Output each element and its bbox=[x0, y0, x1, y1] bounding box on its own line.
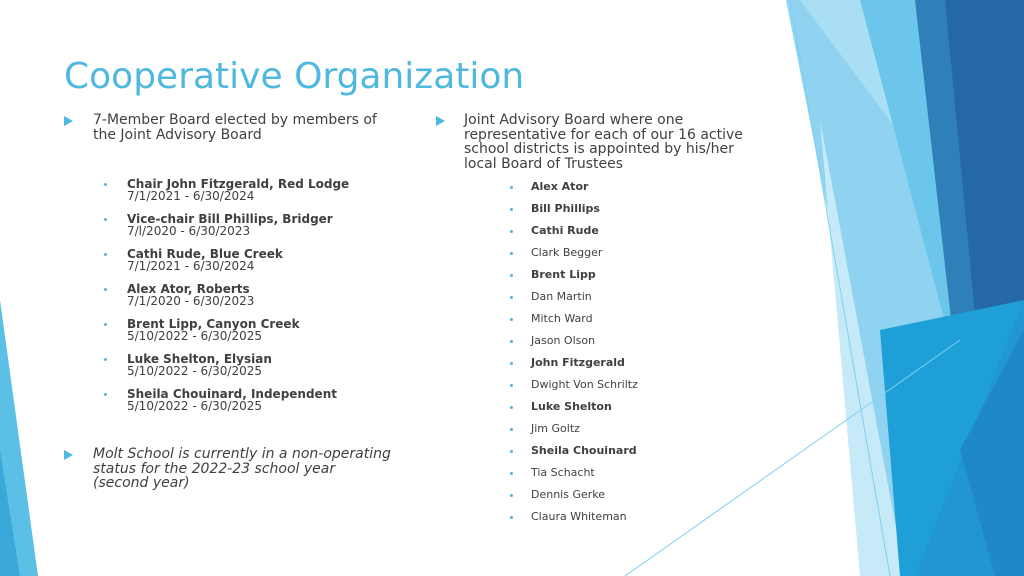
bullet-dot-icon bbox=[510, 384, 513, 387]
bullet-dot-icon bbox=[510, 516, 513, 519]
list-item: Luke Shelton, Elysian 5/10/2022 - 6/30/2025 bbox=[127, 352, 272, 378]
list-item: Clark Begger bbox=[531, 247, 638, 269]
list-item: Jim Goltz bbox=[531, 423, 638, 445]
arrow-bullet-icon bbox=[64, 116, 73, 126]
list-item: Sheila Chouinard, Independent 5/10/2022 - 6/30/2025 bbox=[127, 387, 337, 413]
arrow-bullet-icon bbox=[436, 116, 445, 126]
list-item: Claura Whiteman bbox=[531, 511, 638, 533]
list-item: Chair John Fitzgerald, Red Lodge 7/1/2021 - 6/30/2024 bbox=[127, 177, 350, 203]
list-item: Brent Lipp, Canyon Creek 5/10/2022 - 6/30/2025 bbox=[127, 317, 300, 343]
bullet-dot-icon bbox=[104, 253, 107, 256]
page-title: Cooperative Organization bbox=[64, 56, 525, 97]
list-item: Alex Ator, Roberts 7/1/2020 - 6/30/2023 bbox=[127, 282, 255, 308]
bullet-dot-icon bbox=[510, 318, 513, 321]
bullet-dot-icon bbox=[510, 406, 513, 409]
bullet-dot-icon bbox=[104, 183, 107, 186]
list-item: Dwight Von Schriltz bbox=[531, 379, 638, 401]
list-item: Jason Olson bbox=[531, 335, 638, 357]
list-item: Vice-chair Bill Phillips, Bridger 7/l/2020 - 6/30/2023 bbox=[127, 212, 333, 238]
bullet-dot-icon bbox=[510, 362, 513, 365]
bullet-dot-icon bbox=[510, 450, 513, 453]
list-item: Luke Shelton bbox=[531, 401, 638, 423]
bullet-dot-icon bbox=[510, 472, 513, 475]
bullet-dot-icon bbox=[104, 358, 107, 361]
bullet-dot-icon bbox=[510, 274, 513, 277]
right-intro: Joint Advisory Board where one representative for each of our 16 active school districts is appointed by his/her local Board of Trustees bbox=[464, 112, 743, 172]
list-item: Mitch Ward bbox=[531, 313, 638, 335]
bullet-dot-icon bbox=[510, 296, 513, 299]
molt-school-note: Molt School is currently in a non-operating status for the 2022-23 school year (second year) bbox=[93, 446, 391, 491]
bullet-dot-icon bbox=[104, 393, 107, 396]
list-item: Cathi Rude bbox=[531, 225, 638, 247]
list-item: John Fitzgerald bbox=[531, 357, 638, 379]
list-item: Dan Martin bbox=[531, 291, 638, 313]
bullet-dot-icon bbox=[510, 340, 513, 343]
list-item: Tia Schacht bbox=[531, 467, 638, 489]
bullet-dot-icon bbox=[104, 288, 107, 291]
bullet-dot-icon bbox=[510, 428, 513, 431]
list-item: Brent Lipp bbox=[531, 269, 638, 291]
bullet-dot-icon bbox=[510, 186, 513, 189]
list-item: Alex Ator bbox=[531, 181, 638, 203]
advisory-board-list bbox=[531, 181, 638, 533]
list-item: Cathi Rude, Blue Creek 7/1/2021 - 6/30/2024 bbox=[127, 247, 283, 273]
bullet-dot-icon bbox=[510, 208, 513, 211]
bullet-dot-icon bbox=[510, 230, 513, 233]
bullet-dot-icon bbox=[510, 252, 513, 255]
bullet-dot-icon bbox=[510, 494, 513, 497]
left-intro: 7-Member Board elected by members of the Joint Advisory Board bbox=[93, 112, 377, 143]
list-item: Dennis Gerke bbox=[531, 489, 638, 511]
arrow-bullet-icon bbox=[64, 450, 73, 460]
bullet-dot-icon bbox=[104, 218, 107, 221]
bullet-dot-icon bbox=[104, 323, 107, 326]
list-item: Bill Phillips bbox=[531, 203, 638, 225]
list-item: Sheila Chouinard bbox=[531, 445, 638, 467]
